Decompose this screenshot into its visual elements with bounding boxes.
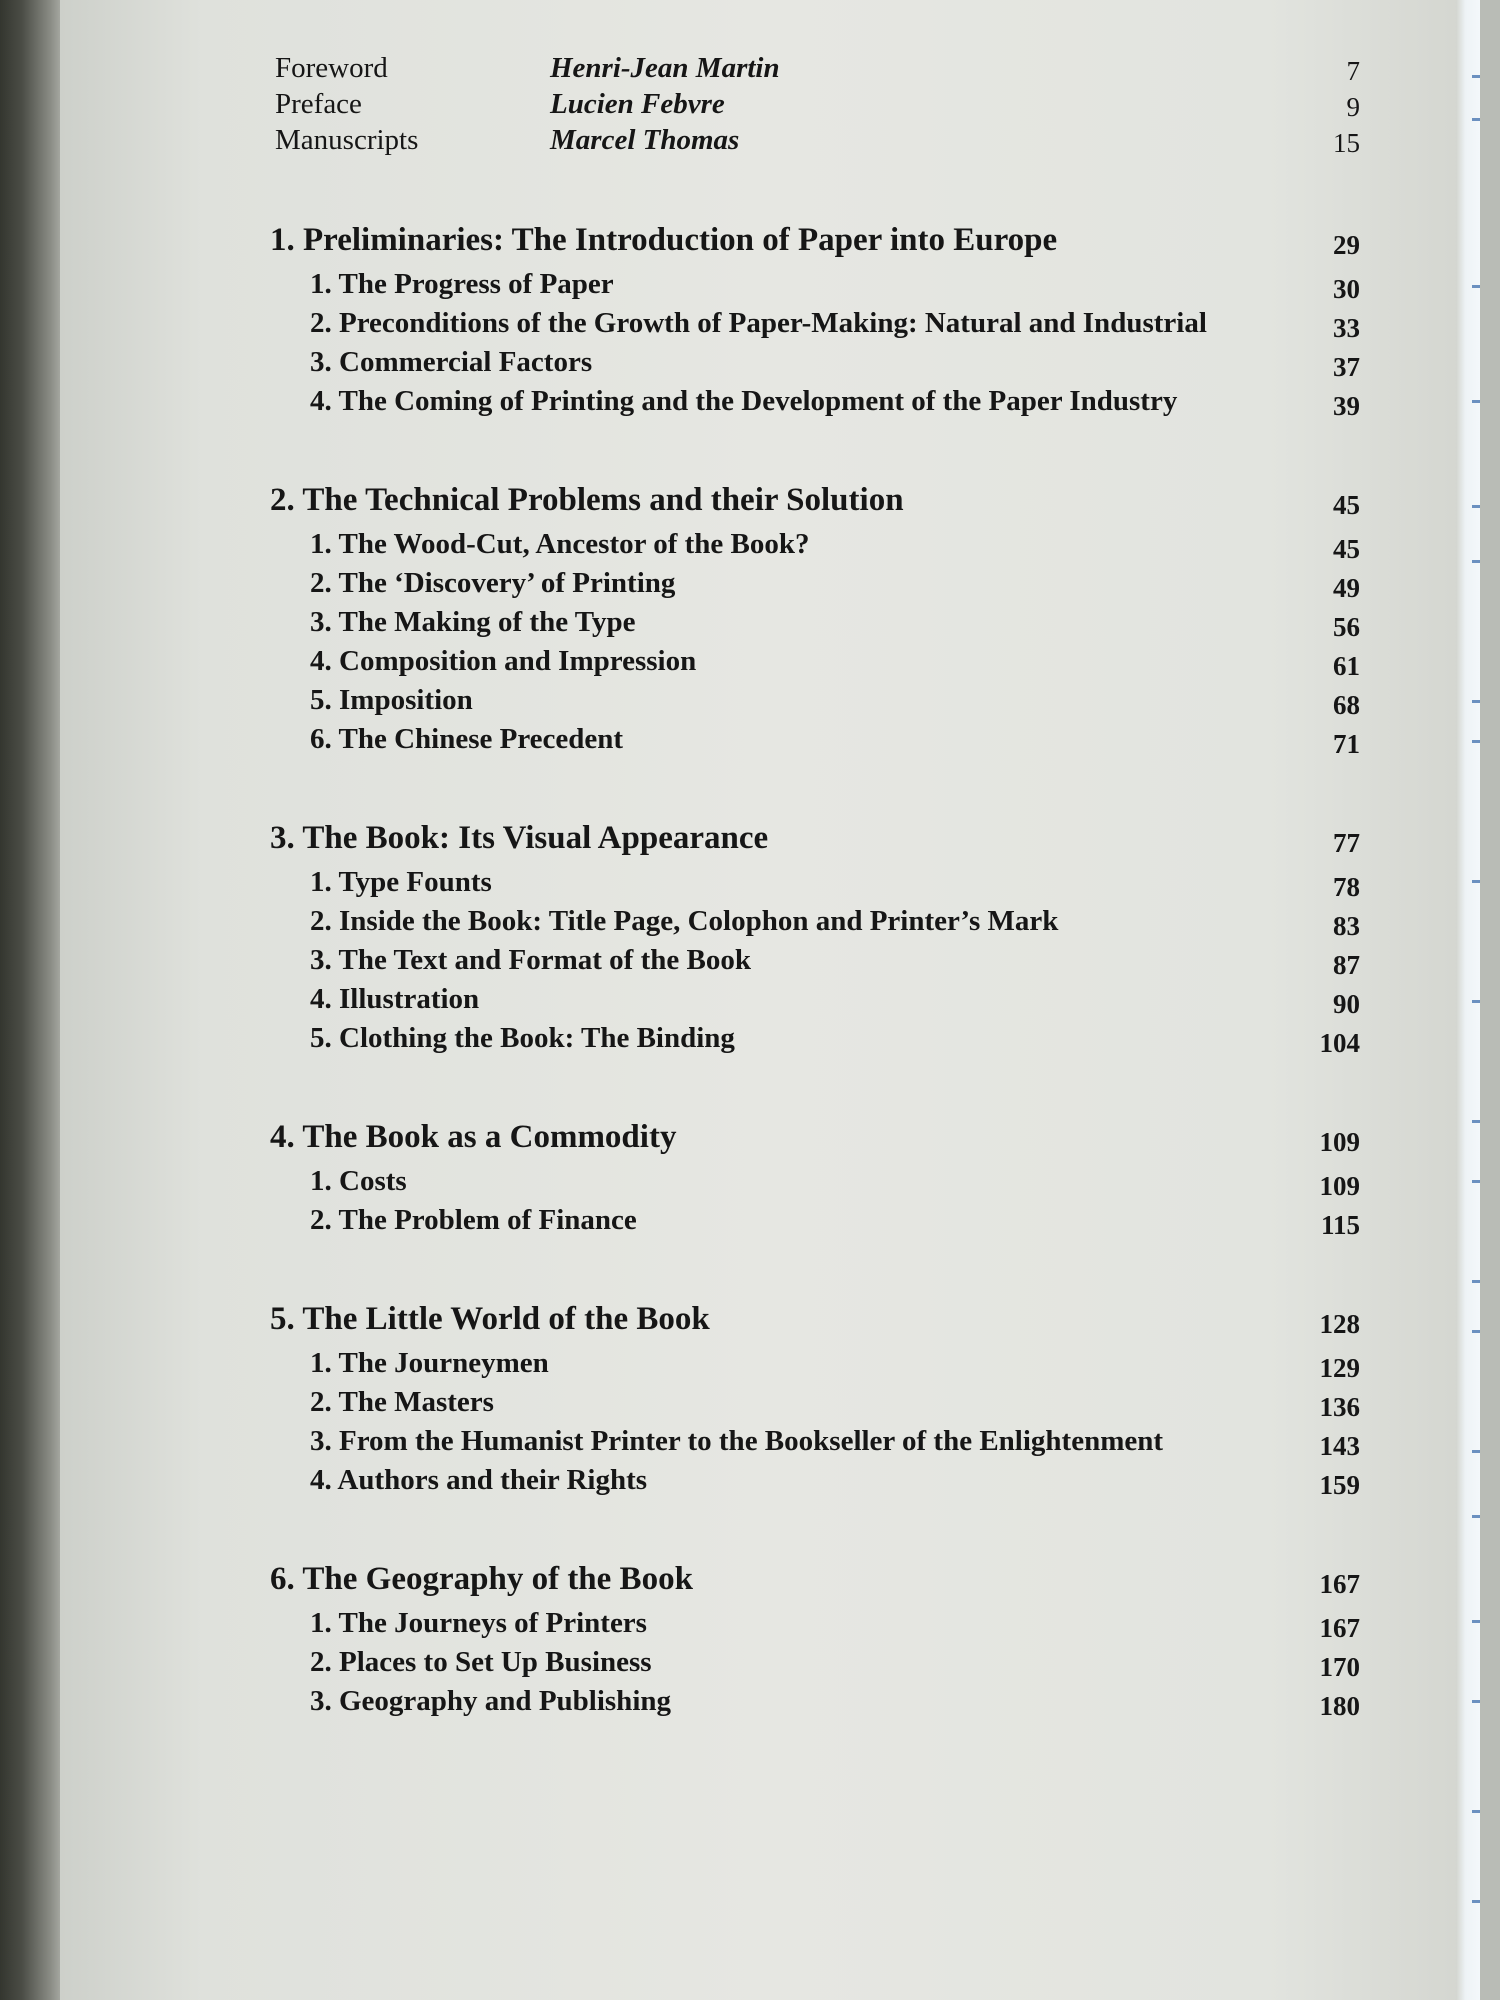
chapter [210,478,1360,758]
page-number: 29 [1333,230,1360,260]
edge-mark [1472,1700,1480,1703]
chapter-heading [210,1297,1360,1343]
page-number: 39 [1333,391,1360,421]
section-title: 5. Clothing the Book: The Binding [310,1022,735,1054]
section-entry [210,1161,1360,1200]
front-matter-row [210,124,1360,160]
edge-mark [1472,505,1480,508]
page-number: 159 [1319,1470,1360,1500]
page-number: 33 [1333,313,1360,343]
front-matter-label: Manuscripts [275,124,419,156]
page-number: 104 [1319,1028,1360,1058]
edge-mark [1472,285,1480,288]
edge-mark [1472,1120,1480,1123]
section-entry [210,1382,1360,1421]
section-title: 2. The Masters [310,1386,494,1418]
section-entry [210,602,1360,641]
section-entry [210,901,1360,940]
section-entry [210,1018,1360,1057]
front-matter-author: Marcel Thomas [550,124,740,156]
section-title: 3. Commercial Factors [310,346,593,378]
edge-mark [1472,700,1480,703]
edge-mark [1472,1000,1480,1003]
section-title: 5. Imposition [310,684,473,716]
chapter [210,218,1360,420]
page-number: 167 [1319,1613,1360,1643]
edge-mark [1472,1900,1480,1903]
page-number: 45 [1333,534,1360,564]
chapter-title: 6. The Geography of the Book [270,1561,693,1597]
section-entry [210,264,1360,303]
edge-mark [1472,560,1480,563]
section-title: 6. The Chinese Precedent [310,723,624,755]
table-of-contents [210,52,1360,1720]
section-title: 1. The Journeymen [310,1347,549,1379]
section-entry [210,1681,1360,1720]
chapter [210,1557,1360,1720]
page-number: 128 [1319,1309,1360,1339]
edge-mark [1472,400,1480,403]
page-number: 56 [1333,612,1360,642]
page-number: 129 [1319,1353,1360,1383]
section-title: 1. Costs [310,1165,407,1197]
page-number: 170 [1319,1652,1360,1682]
edge-mark [1472,740,1480,743]
front-matter-row [210,88,1360,124]
page-number: 167 [1319,1569,1360,1599]
chapter-list [210,218,1360,1720]
page-number: 90 [1333,989,1360,1019]
chapter-title: 3. The Book: Its Visual Appearance [270,820,769,856]
edge-mark [1472,1450,1480,1453]
section-entry [210,342,1360,381]
section-title: 3. Geography and Publishing [310,1685,671,1717]
page-edge [1456,0,1480,2000]
page-number: 45 [1333,490,1360,520]
section-title: 1. Type Founts [310,866,492,898]
front-matter-label: Foreword [275,52,388,84]
chapter-heading [210,1115,1360,1161]
section-title: 3. From the Humanist Printer to the Bookseller of the Enlightenment [310,1425,1164,1457]
section-entry [210,979,1360,1018]
section-title: 2. Inside the Book: Title Page, Colophon and Printer’s Mark [310,905,1059,937]
section-entry [210,1603,1360,1642]
section-entry [210,381,1360,420]
section-entry [210,862,1360,901]
section-title: 2. Places to Set Up Business [310,1646,652,1678]
section-title: 2. Preconditions of the Growth of Paper-Making: Natural and Industrial [310,307,1207,339]
section-entry [210,524,1360,563]
page-number: 109 [1319,1127,1360,1157]
book-page [60,0,1480,2000]
edge-mark [1472,1810,1480,1813]
edge-mark [1472,1620,1480,1623]
section-entry [210,1200,1360,1239]
page-number: 30 [1333,274,1360,304]
section-entry [210,303,1360,342]
chapter-title: 1. Preliminaries: The Introduction of Paper into Europe [270,222,1058,258]
chapter [210,816,1360,1057]
edge-mark [1472,1180,1480,1183]
front-matter-author: Lucien Febvre [550,88,725,120]
section-entry [210,940,1360,979]
section-title: 4. Composition and Impression [310,645,697,677]
page-number: 71 [1333,729,1360,759]
section-entry [210,641,1360,680]
page-number: 37 [1333,352,1360,382]
page-number: 68 [1333,690,1360,720]
page-number: 9 [1346,92,1360,122]
edge-mark [1472,1515,1480,1518]
edge-mark [1472,1330,1480,1333]
front-matter-author: Henri-Jean Martin [550,52,780,84]
page-number: 15 [1333,128,1360,158]
section-title: 3. The Text and Format of the Book [310,944,751,976]
section-entry [210,719,1360,758]
edge-mark [1472,1280,1480,1283]
section-title: 2. The ‘Discovery’ of Printing [310,567,676,599]
page-number: 78 [1333,872,1360,902]
page-number: 77 [1333,828,1360,858]
page-number: 7 [1346,56,1360,86]
chapter [210,1297,1360,1499]
page-number: 136 [1319,1392,1360,1422]
edge-mark [1472,75,1480,78]
page-number: 61 [1333,651,1360,681]
page-number: 83 [1333,911,1360,941]
front-matter [210,52,1360,160]
section-title: 1. The Progress of Paper [310,268,614,300]
front-matter-label: Preface [275,88,362,120]
section-entry [210,1343,1360,1382]
section-title: 4. The Coming of Printing and the Development of the Paper Industry [310,385,1178,417]
chapter-title: 2. The Technical Problems and their Solution [270,482,904,518]
page-number: 115 [1320,1210,1360,1240]
chapter-heading [210,816,1360,862]
chapter-heading [210,478,1360,524]
section-entry [210,1421,1360,1460]
chapter-heading [210,218,1360,264]
edge-mark [1472,880,1480,883]
chapter-title: 5. The Little World of the Book [270,1301,710,1337]
section-entry [210,563,1360,602]
section-title: 4. Illustration [310,983,480,1015]
chapter-title: 4. The Book as a Commodity [270,1119,677,1155]
edge-mark [1472,118,1480,121]
section-entry [210,1460,1360,1499]
page-number: 180 [1319,1691,1360,1721]
page-number: 49 [1333,573,1360,603]
page-number: 87 [1333,950,1360,980]
page-number: 109 [1319,1171,1360,1201]
chapter [210,1115,1360,1239]
front-matter-row [210,52,1360,88]
chapter-heading [210,1557,1360,1603]
page-number: 143 [1319,1431,1360,1461]
section-entry [210,680,1360,719]
section-title: 3. The Making of the Type [310,606,636,638]
section-title: 2. The Problem of Finance [310,1204,637,1236]
section-title: 1. The Journeys of Printers [310,1607,647,1639]
section-title: 1. The Wood-Cut, Ancestor of the Book? [310,528,810,560]
section-title: 4. Authors and their Rights [310,1464,648,1496]
section-entry [210,1642,1360,1681]
